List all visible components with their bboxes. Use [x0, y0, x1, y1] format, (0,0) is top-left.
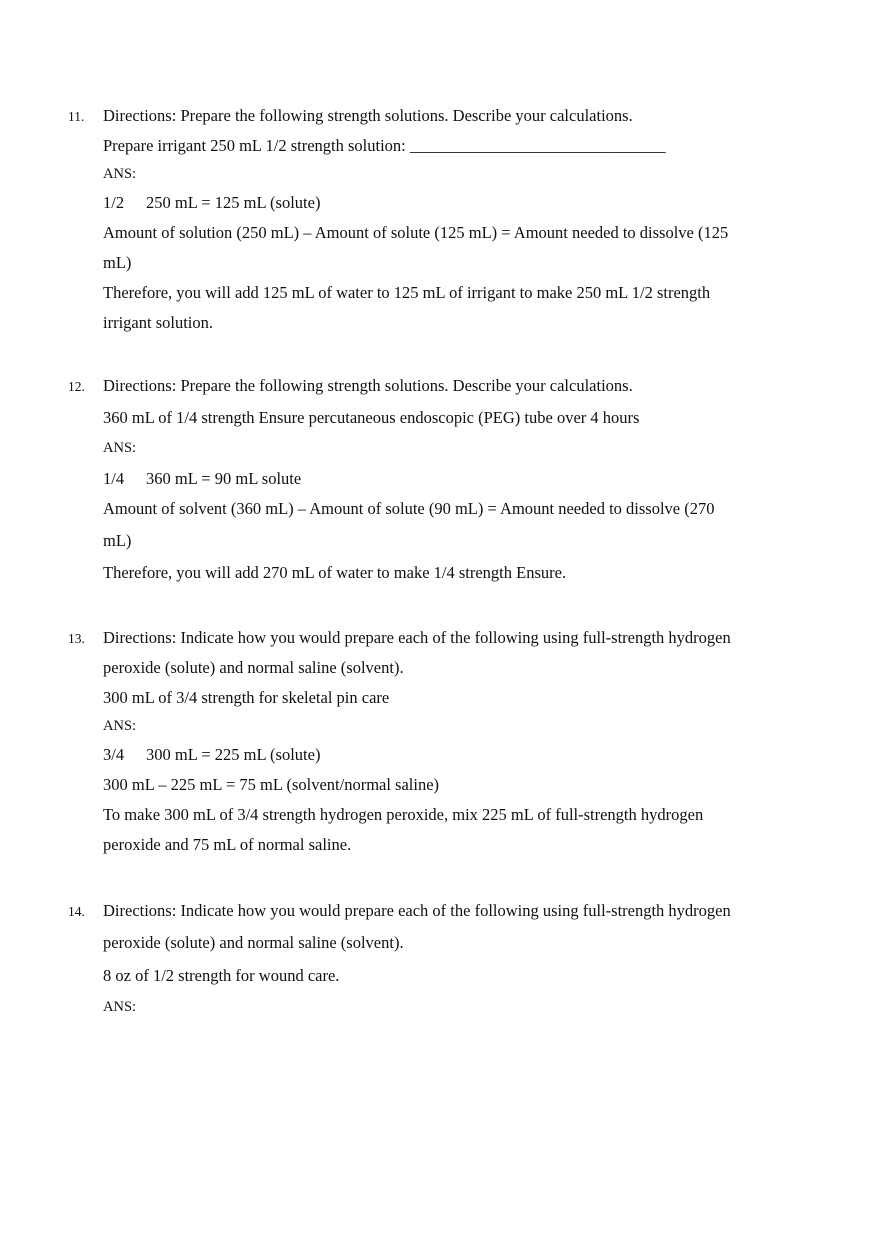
question-directions: Directions: Indicate how you would prepare each of the following using full-strength hydrogen: [103, 901, 731, 920]
answer-label: ANS:: [103, 440, 137, 456]
question-prompt: 360 mL of 1/4 strength Ensure percutaneous endoscopic (PEG) tube over 4 hours: [103, 408, 640, 427]
calc-result: 250 mL = 125 mL (solute): [146, 193, 321, 212]
question-number: 13.: [68, 631, 85, 646]
answer-text: Amount of solution (250 mL) – Amount of solute (125 mL) = Amount needed to dissolve (125: [103, 223, 729, 242]
calc-fraction: 1/2: [103, 193, 125, 212]
question-directions: Directions: Prepare the following strength solutions. Describe your calculations.: [103, 376, 633, 395]
question-prompt: 8 oz of 1/2 strength for wound care.: [103, 966, 340, 985]
calculation-line: [103, 469, 301, 489]
question-prompt: Prepare irrigant 250 mL 1/2 strength solution: _______________________________: [103, 136, 666, 155]
question-prompt: 300 mL of 3/4 strength for skeletal pin care: [103, 688, 390, 707]
answer-label: ANS:: [103, 166, 137, 182]
question-number: 14.: [68, 904, 85, 919]
answer-text: 300 mL – 225 mL = 75 mL (solvent/normal saline): [103, 775, 440, 794]
answer-text: irrigant solution.: [103, 313, 213, 332]
question-number: 11.: [68, 109, 85, 124]
answer-text: mL): [103, 531, 132, 550]
answer-text: Therefore, you will add 270 mL of water to make 1/4 strength Ensure.: [103, 563, 567, 582]
question-directions: Directions: Prepare the following strength solutions. Describe your calculations.: [103, 106, 633, 125]
answer-text: To make 300 mL of 3/4 strength hydrogen peroxide, mix 225 mL of full-strength hydrogen: [103, 805, 704, 824]
answer-label: ANS:: [103, 999, 137, 1015]
calc-fraction: 3/4: [103, 745, 125, 764]
answer-text: peroxide and 75 mL of normal saline.: [103, 835, 352, 854]
calc-fraction: 1/4: [103, 469, 125, 488]
answer-label: ANS:: [103, 718, 137, 734]
question-directions: peroxide (solute) and normal saline (solvent).: [103, 658, 404, 677]
question-directions: peroxide (solute) and normal saline (solvent).: [103, 933, 404, 952]
calculation-line: [103, 193, 320, 213]
answer-text: Therefore, you will add 125 mL of water to 125 mL of irrigant to make 250 mL 1/2 strength: [103, 283, 711, 302]
answer-text: Amount of solvent (360 mL) – Amount of solute (90 mL) = Amount needed to dissolve (270: [103, 499, 715, 518]
question-directions: Directions: Indicate how you would prepare each of the following using full-strength hydrogen: [103, 628, 731, 647]
calculation-line: [103, 745, 320, 765]
calc-result: 300 mL = 225 mL (solute): [146, 745, 321, 764]
calc-result: 360 mL = 90 mL solute: [146, 469, 302, 488]
answer-text: mL): [103, 253, 132, 272]
question-number: 12.: [68, 379, 85, 394]
